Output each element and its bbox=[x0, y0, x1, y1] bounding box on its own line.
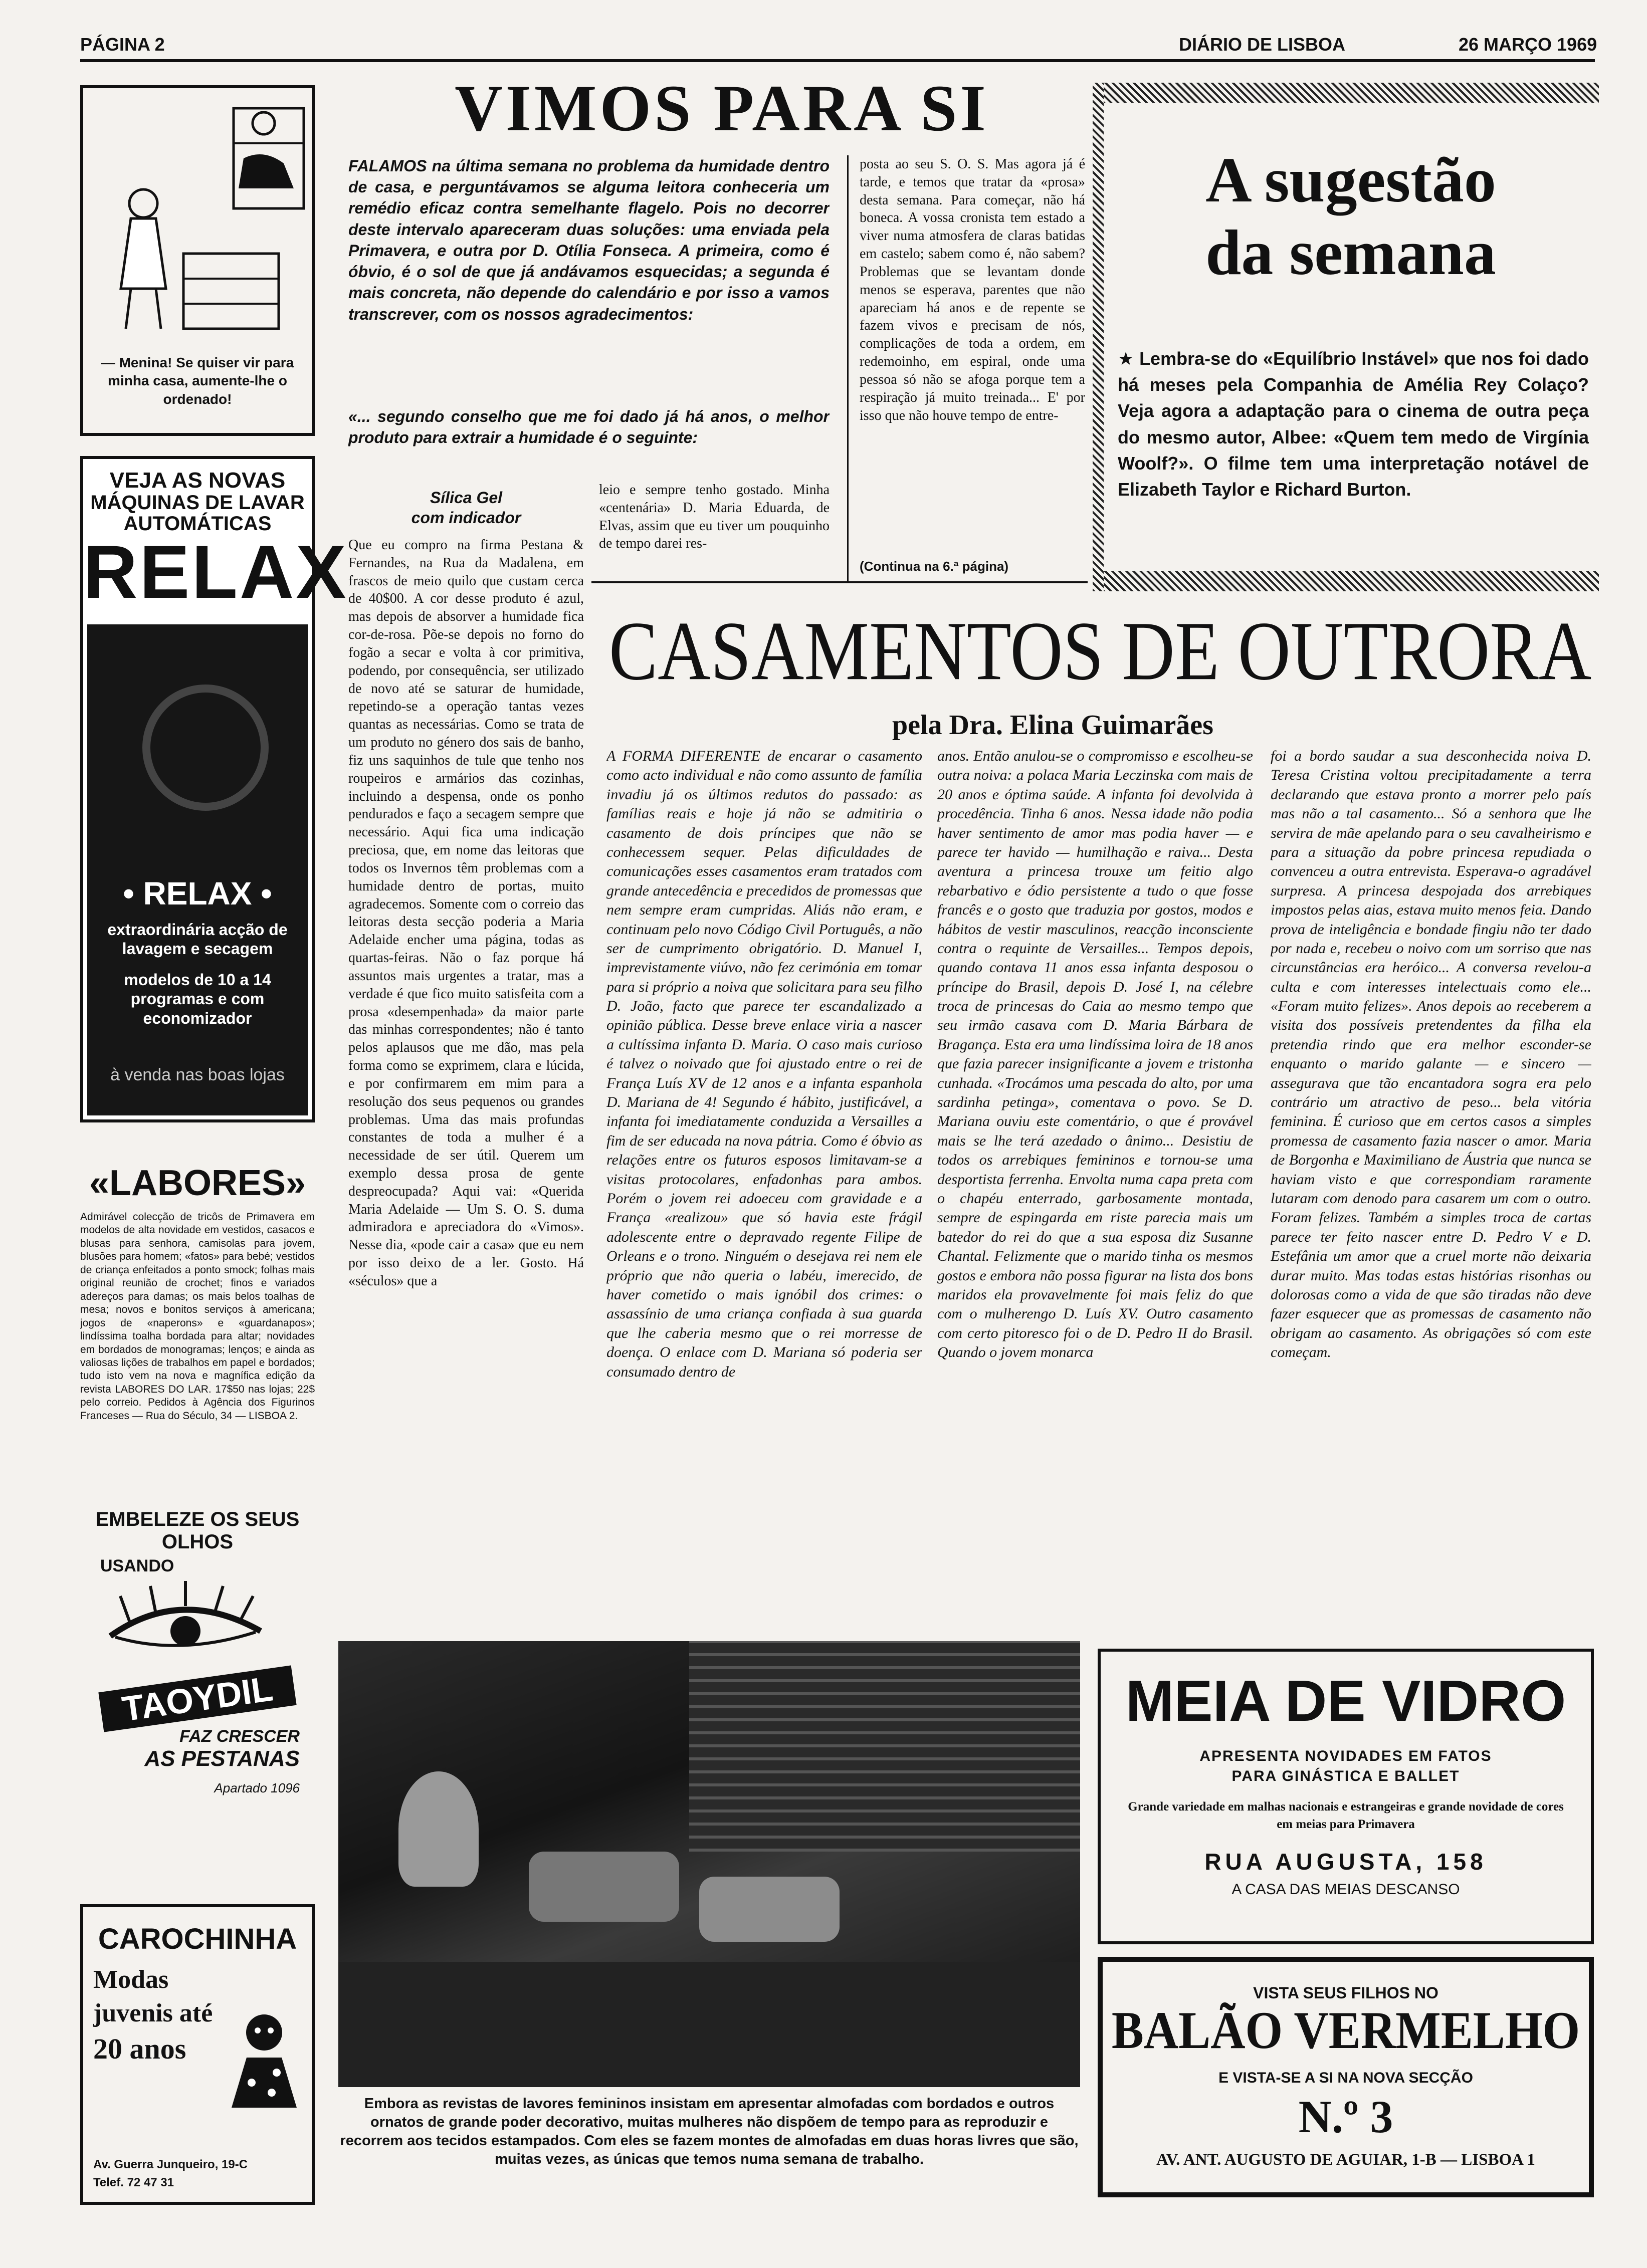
cartoon-box bbox=[80, 85, 315, 436]
vimos-column-2-bottom: leio e sempre tenho gostado. Minha «centenária» D. Maria Eduarda, de Elvas, assim que eu tiver um pouquinho de tempo darei res- bbox=[599, 482, 830, 552]
relax-top-line-2: MÁQUINAS DE LAVAR bbox=[90, 492, 305, 514]
relax-top-line-3: AUTOMÁTICAS bbox=[123, 513, 272, 535]
cartoon-caption: — Menina! Se quiser vir para minha casa, aumente-lhe o ordenado! bbox=[101, 355, 294, 407]
vimos-column-rule bbox=[847, 155, 849, 581]
ad-relax bbox=[80, 456, 348, 1122]
issue-date: 26 MARÇO 1969 bbox=[1459, 34, 1597, 55]
vimos-column-1: Que eu compro na firma Pestana & Fernandes, na Rua da Madalena, em frascos de meio quilo que custam cerca de 40$00. A cor desse produto é azul, mas depois de absorver a humidade fica cor-de-rosa. Põe-se depois no forno do fogão a secar e volta à cor primitiva, podendo, por consequência, ser utilizado de novo até se saturar de humidade, repetindo-se a operação tantas vezes quantas as necessárias. Como se trata de um produto no género dos sais de banho, fiz uns saquinhos de tule que tenho nos roupeiros e armários das cozinhas, incluindo a despensa, onde os ponho pendurados e faço a secagem sempre que necessário. Aqui fica uma indicação preciosa, que, em nome das leitoras que todos os Invernos têm problemas com a humidade dentro de portas, muito agradecemos. Somente com o correio das leitoras desta secção poderia a Maria Adelaide encher uma página, todas as quartas-feiras. Não o faz porque há assuntos mais urgentes a tratar, mas a verdade é que fico muito satisfeita com a prosa «desempenhada» da maior parte das minhas correspondentes; não é tanto pelos aplausos que me dão, mas pela forma como se exprimem, clara e lúcida, e por confirmarem em mim para a resolução dos seus pequenos ou grandes problemas. Uma das mais profundas constantes de toda a mulher é a necessidade de ser útil. Querem um exemplo dessa prosa de gente despreocupada? Aqui vai: «Querida Maria Adelaide — Um S. O. S. duma admiradora e apreciadora do «Vimos». Nesse dia, «pode cair a casa» que eu nem por isso deixo de a ler. Gosto. Há «séculos» que a bbox=[348, 537, 584, 1289]
casamentos-column-2: anos. Então anulou-se o compromisso e escolheu-se outra noiva: a polaca Maria Leczinska com mais de 20 anos e óptima saúde. A infanta foi devolvida à procedência. Tinha 6 anos. Nessa idade não podia haver sentimento de amor mas podia haver — e parece ter havido — humilhação e raiva... Desta aventura a princesa trouxe um feitio algo rebarbativo e ódio persistente a tudo o que fosse francês e o gosto que traduzia por gostos, modos e hábitos de vestir masculinos, reacção inconsciente contra o requinte de Versailles... Tempos depois, quando contava 11 anos essa infanta desposou o príncipe do Brasil, depois D. José I, na célebre troca de princesas do Caia ao mesmo tempo que seu irmão casava com D. Maria Bárbara de Bragança. Esta era uma lindíssima loira de 18 anos que fazia parecer insignificante a jovem e tristonha cunhada. «Trocámos uma pescada do alto, por uma sardinha petinga», comentava o povo. Se D. Mariana ouviu este comentário, o que é provável mais se lhe terá azedado o ânimo... Desistiu de todos os arrebiques femininos e tornou-se uma desportista ferrenha. Envolta numa capa preta com o chapéu enterrado, garbosamente montada, sempre de espingarda em riste parecia mais um batedor do rei do que a sua esposa diz Susanne Chantal. Felizmente que o marido tinha os mesmos gostos e embora não possa figurar na lista dos bons maridos ela provavelmente foi mais feliz do que com o mulherengo D. Luís XV. Outro casamento com certo pitoresco foi o de D. Pedro II do Brasil. Quando o jovem monarca bbox=[937, 748, 1253, 1361]
photo-sofa bbox=[338, 1962, 1080, 2087]
eye-icon bbox=[80, 1576, 315, 1676]
casamentos-title: CASAMENTOS DE OUTRORA bbox=[608, 604, 1592, 698]
sugestao-title-1: A sugestão bbox=[1205, 144, 1496, 215]
casamentos-column-3: foi a bordo saudar a sua desconhecida noiva D. Teresa Cristina voltou precipitadamente a terra declarando que estava pronto a morrer pelo país mas não a tal casamento... Só a senhora que lhe servira de mãe apelando para o seu cavalheirismo e para a situação da pobre princesa repudiada o convenceu a outra entrevista. Esperava-o agradável surpresa. A princesa despojada dos arrebiques impostos pelas aias, estava muito menos feia. Dando prova de inteligência e bondade fingiu não ter dado por nada e, recebeu o noivo com um sorriso que nas circunstâncias era heróico... A conversa revelou-a culta e com interesses intelectuais como ele... «Foram muito felizes». Anos depois ao receberem a visita dos possíveis pretendentes da filha ela pretendia rindo que era melhor esconder-se enquanto o marido galante — e sincero — assegurava que tão encantadora sogra era pelo contrário um atractivo de peso... bela vitória feminina. É curioso que em certos casos a simples promessa de casamento fazia nascer o amor. Maria de Borgonha e Maximiliano de Áustria que nunca se haviam visto e que correspondiam raramente lutaram com denodo para casarem um com o outro. Foram felizes. Também a simples troca de cartas parece ter feito nascer entre D. Pedro V e D. Estefânia um amor que a cruel morte não deixaria durar muito. Mas todas estas histórias risonhas ou dolorosas como a vida de que são tiradas não deve fazer esquecer que as promessas de casamento não obrigam ao casamento. As obrigações só com este começam. bbox=[1271, 748, 1591, 1361]
sugestao-title-2: da semana bbox=[1205, 217, 1496, 288]
meia-title: MEIA DE VIDRO bbox=[1125, 1668, 1566, 1733]
relax-panel-line-1: extraordinária acção de lavagem e secagem bbox=[107, 921, 288, 958]
photo-caption: Embora as revistas de lavores femininos insistam em apresentar almofadas com bordados e outros ornatos de grande poder decorativo, muitas mulheres não dispõem de tempo para as reproduzir e recorrem aos tecidos estampados. Com eles se fazem montes de almofadas em duas horas livres que são, muitas vezes, as únicas que temos numa semana de trabalho. bbox=[340, 2096, 1079, 2168]
photo-wall-panel bbox=[689, 1641, 1080, 1852]
labores-body: Admirável colecção de tricôs de Primavera em modelos de alta novidade em vestidos, casacos e blusas para senhora, camisolas para jovem, blusões para homem; «fatos» para bebé; vestidos de criança enfeitados a ponto smock; folhas mais original reunião de crochet; finos e variados adereços para damas; os mais belos toalhas de mesa; novos e bonitos serviços à americana; jogos de «naperons» e «guardanapos»; lindíssima toalha bordada para altar; novidades em bordados de monogramas; lenços; e ainda as valiosas lições de trabalhos em papel e bordados; tudo isto vem na nova e magnífica edição da revista LABORES DO LAR. 17$50 nas lojas; 22$ pelo correio. Pedidos à Agência dos Figurinos Franceses — Rua do Século, 34 — LISBOA 2. bbox=[80, 1211, 315, 1422]
ad-meia-de-vidro bbox=[1098, 1649, 1594, 1944]
relax-brand: RELAX bbox=[83, 530, 348, 614]
cushions-photo bbox=[338, 1641, 1080, 2087]
sugestao-top-band bbox=[1103, 83, 1599, 103]
sugestao-bottom-band bbox=[1103, 571, 1599, 591]
paper-name: DIÁRIO DE LISBOA bbox=[1179, 34, 1346, 55]
header-rule bbox=[80, 59, 1595, 62]
relax-bottom-line: à venda nas boas lojas bbox=[110, 1065, 285, 1084]
ad-carochinha bbox=[80, 1904, 315, 2205]
cartoon-drawing bbox=[83, 88, 312, 349]
carochinha-address: Av. Guerra Junqueiro, 19-C bbox=[93, 2158, 248, 2171]
eyes-slogan-1: FAZ CRESCER bbox=[179, 1727, 300, 1746]
vimos-bottom-rule bbox=[591, 581, 1088, 583]
labores-block bbox=[80, 1163, 315, 1483]
ad-eyes bbox=[80, 1508, 315, 1889]
vimos-continua: (Continua na 6.ª página) bbox=[860, 559, 1009, 574]
vimos-quote: «... segundo conselho que me foi dado já há anos, o melhor produto para extrair a humidade é o seguinte: bbox=[348, 407, 830, 447]
meia-footer: A CASA DAS MEIAS DESCANSO bbox=[1231, 1881, 1460, 1898]
vimos-subhead-2: com indicador bbox=[411, 509, 521, 527]
meia-line-1: APRESENTA NOVIDADES EM FATOS bbox=[1199, 1748, 1492, 1764]
carochinha-name: CAROCHINHA bbox=[98, 1923, 297, 1955]
meia-address: RUA AUGUSTA, 158 bbox=[1204, 1849, 1487, 1875]
balao-line-2: E VISTA-SE A SI NA NOVA SECÇÃO bbox=[1218, 2070, 1473, 2086]
eyes-brand: TAOYDIL bbox=[98, 1665, 296, 1732]
ad-balao-vermelho bbox=[1098, 1957, 1594, 2197]
eyes-slogan-2: AS PESTANAS bbox=[144, 1746, 300, 1771]
eyes-headline: EMBELEZE OS SEUS OLHOS bbox=[95, 1508, 300, 1553]
casamentos-byline: pela Dra. Elina Guimarães bbox=[892, 710, 1213, 741]
photo-lamp bbox=[398, 1771, 479, 1887]
relax-panel-brand: • RELAX • bbox=[123, 875, 272, 912]
page-label: PÁGINA 2 bbox=[80, 34, 165, 55]
balao-line-1: VISTA SEUS FILHOS NO bbox=[1253, 1984, 1438, 2002]
meia-line-2: PARA GINÁSTICA E BALLET bbox=[1231, 1768, 1460, 1784]
vimos-subhead-1: Sílica Gel bbox=[430, 489, 503, 507]
casamentos-column-1: A FORMA DIFERENTE de encarar o casamento como acto individual e não como assunto de família invadiu já os últimos redutos do passado: as famílias reais e hoje já não se admitiria o casamento de dois príncipes que não se conhecessem sequer. Pelas dificuldades de comunicações esses casamentos eram tratados com grande antecedência e precedidos de promessas que nem sempre eram cumpridas. Aliás não eram, e continuam pelo novo Código Civil Português, a não ser de cumprimento obrigatório. D. Manuel I, imprevistamente viúvo, não fez cerimónia em tomar para si próprio a noiva que solicitara para seu filho D. João, facto que parece ter escandalizado a opinião pública. Desse breve enlace viria a nascer a cultíssima infanta D. Maria. O caso mais curioso é talvez o noivado que foi ajustado entre o rei de França Luís XV de 12 anos e a infanta espanhola D. Mariana de 4! Segundo é hábito, justificável, a infanta foi imediatamente conduzida a Versailles a fim de ser educada na nova pátria. Como é óbvio as relações entre os futuros esposos limitavam-se a visitas protocolares, enfadonhas para ambos. Porém o jovem rei adoeceu com gravidade e a França «realizou» que só havia este frágil adolescente entre o depravado regente Filipe de Orleans e o trono. Ninguém o desejava rei nem ele próprio que não queria o labéu, imerecido, de haver cometido o mais ignóbil dos crimes: o assassínio de uma criança confiada à sua guarda que lhe caberia mesmo que o rei morresse de doença. O enlace com D. Mariana só poderia ser consumado dentro de bbox=[606, 748, 922, 1380]
balao-address: AV. ANT. AUGUSTO DE AGUIAR, 1-B — LISBOA 1 bbox=[1156, 2151, 1535, 2169]
photo-cushion-1 bbox=[529, 1852, 679, 1922]
washing-drum-icon bbox=[142, 685, 269, 811]
eyes-using: USANDO bbox=[100, 1556, 174, 1575]
vimos-intro: FALAMOS na última semana no problema da humidade dentro de casa, e perguntávamos se alguma leitora conheceria um remédio eficaz contra semelhante flagelo. Pois no decorrer deste intervalo apareceram duas soluções: uma enviada pela Primavera, e outra por D. Otília Fonseca. A primeira, como é óbvio, é o sol de que já andávamos esquecidas; a segunda é mais concreta, não depende do calendário e por isso a vamos transcrever, com os nossos agradecimentos: bbox=[348, 157, 830, 323]
eyes-footer: Apartado 1096 bbox=[214, 1780, 300, 1795]
photo-cushion-2 bbox=[699, 1877, 840, 1942]
carochinha-line-1: Modas bbox=[93, 1965, 169, 1994]
sugestao-body: ★ Lembra-se do «Equilíbrio Instável» que nos foi dado há meses pela Companhia de Amélia Rey Colaço? Veja agora a adaptação para o cinema de outra peça do mesmo autor, Albee: «Quem tem medo de Virgínia Woolf?». O filme tem uma interpretação notável de Elizabeth Taylor e Richard Burton. bbox=[1118, 348, 1589, 500]
carochinha-line-2: juvenis até bbox=[93, 1999, 213, 2027]
doll-icon bbox=[227, 2007, 302, 2113]
vimos-column-2-top: posta ao seu S. O. S. Mas agora já é tarde, e temos que tratar da «prosa» desta semana. Para começar, não há boneca. A vossa cronista tem estado a viver numa atmosfera de claras batidas em castelo; sabem como é, não sabem? Problemas que se levantam donde menos se esperava, parentes que não apareciam há anos e de repente se fazem vivos e precisam de nós, complicações de toda a ordem, em redemoinho, em espiral, onde uma pessoa só não se afoga porque tem a respiração já muito treinada... E' por isso que não houve tempo de entre- bbox=[860, 156, 1085, 423]
balao-title: BALÃO VERMELHO bbox=[1111, 2000, 1580, 2060]
relax-machine-panel bbox=[87, 624, 308, 1115]
sugestao-side-band bbox=[1093, 83, 1104, 591]
balao-number: N.º 3 bbox=[1298, 2091, 1393, 2142]
meia-line-3: Grande variedade em malhas nacionais e estrangeiras e grande novidade de cores em meias para Primavera bbox=[1128, 1800, 1564, 1831]
relax-panel-line-2: modelos de 10 a 14 programas e com economizador bbox=[124, 971, 271, 1027]
carochinha-line-3: 20 anos bbox=[93, 2032, 186, 2065]
carochinha-phone: Telef. 72 47 31 bbox=[93, 2176, 174, 2189]
vimos-title: VIMOS PARA SI bbox=[455, 71, 989, 145]
labores-title: «LABORES» bbox=[89, 1163, 306, 1203]
relax-top-line-1: VEJA AS NOVAS bbox=[109, 468, 286, 493]
